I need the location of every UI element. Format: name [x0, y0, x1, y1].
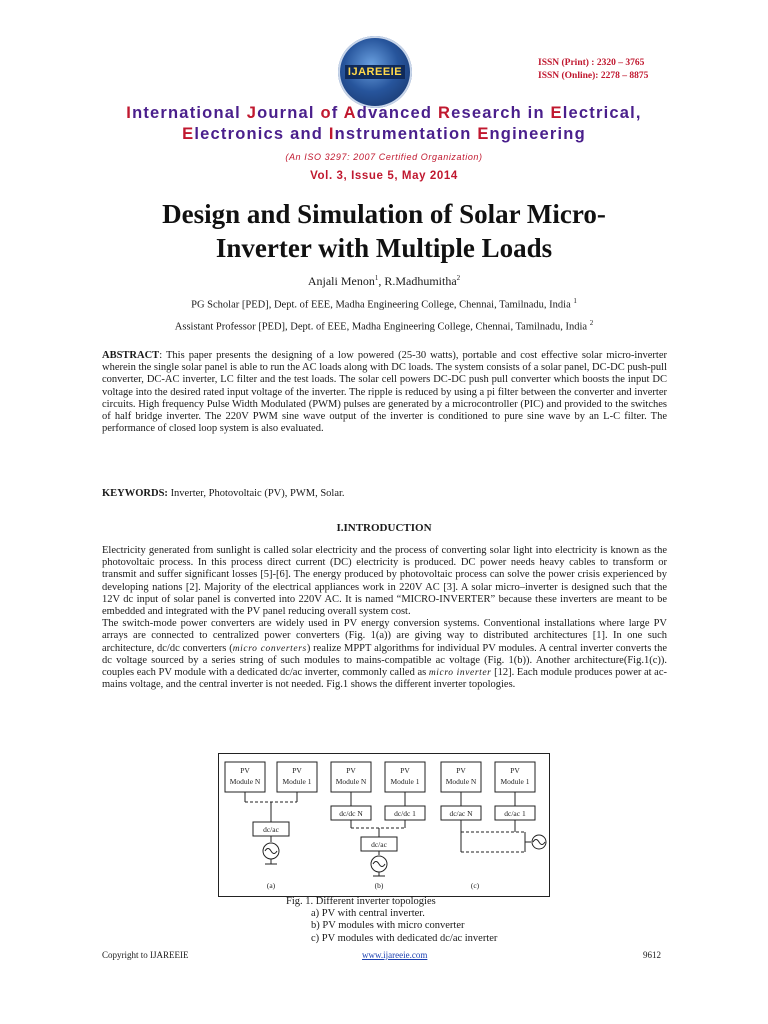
- author-2-sup: 2: [456, 274, 461, 282]
- journal-title-line2-text: Electronics and Instrumentation Engineering: [182, 125, 586, 143]
- figure-inverter-topologies: [218, 753, 550, 897]
- volume-issue: Vol. 3, Issue 5, May 2014: [310, 170, 458, 182]
- paper-title-line2: Inverter with Multiple Loads: [215, 233, 553, 263]
- fig-pv-b-1: PV: [400, 766, 410, 775]
- keywords-label: KEYWORDS:: [102, 488, 168, 499]
- keywords: [102, 488, 667, 500]
- iso-certification: (An ISO 3297: 2007 Certified Organization): [285, 152, 483, 162]
- section-heading: I.INTRODUCTION: [336, 522, 432, 534]
- fig-module-c-1: Module 1: [500, 777, 530, 786]
- fig-dcdc-b-n: dc/dc N: [339, 809, 363, 818]
- paper-title-line1: Design and Simulation of Solar Micro-: [162, 199, 606, 229]
- fig-module-a-n: Module N: [229, 777, 261, 786]
- fig-dcac-c-n: dc/ac N: [449, 809, 473, 818]
- fig-pv-c-1: PV: [510, 766, 520, 775]
- fig-pv-a-1: PV: [292, 766, 302, 775]
- fig-label-a: (a): [266, 881, 276, 890]
- issn-print: ISSN (Print) : 2320 – 3765: [538, 58, 645, 68]
- author-separator: ,: [378, 274, 385, 288]
- journal-title-line1: [0, 104, 768, 123]
- intro-p2-part-c: [12]. Each module produces power at ac-mains voltage, and the central inverter is not needed. Fig.1 shows the different inverter topologies.: [102, 667, 667, 691]
- fig-dcac-c-1: dc/ac 1: [504, 809, 526, 818]
- abstract: [102, 350, 667, 435]
- affiliation-2-text: Assistant Professor [PED], Dept. of EEE, Madha Engineering College, Chennai, Tamilnadu, India: [174, 321, 590, 333]
- journal-logo: [338, 36, 412, 108]
- caption-item-a: a) PV with central inverter.: [311, 908, 425, 920]
- intro-p2-part-b: ) realize MPPT algorithms for individual PV modules. A central inverter converts the dc voltage sourced by a series string of such modules to mains-compatible ac voltage (Fig. 1(b)). Another architecture(Fig.1(c)). couples each PV module with a dedicated dc/ac inverter, commonly called as: [102, 642, 667, 679]
- fig-pv-c-n: PV: [456, 766, 466, 775]
- journal-title-line1-text: International Journal of Advanced Research in Electrical,: [126, 104, 642, 122]
- abstract-label: ABSTRACT: [102, 350, 160, 361]
- fig-dcdc-b-1: dc/dc 1: [394, 809, 416, 818]
- footer-url-link[interactable]: www.ijareeie.com: [362, 950, 428, 960]
- intro-p2-em-micro-converters: micro converters: [232, 643, 307, 654]
- intro-p2-part-a: The switch-mode power converters are widely used in PV energy conversion systems. Conventional installations where large PV arrays are connected to centralized power converters (Fig. 1(a)) are giving way to distributed architectures [1]. In one such architecture, dc/dc converters (: [102, 618, 667, 654]
- issn-online: ISSN (Online): 2278 – 8875: [538, 71, 649, 81]
- affiliation-1-text: PG Scholar [PED], Dept. of EEE, Madha Engineering College, Chennai, Tamilnadu, India: [191, 299, 574, 311]
- fig-module-b-1: Module 1: [390, 777, 420, 786]
- introduction: [102, 545, 667, 691]
- author-1: Anjali Menon: [307, 274, 375, 288]
- authors: [0, 274, 768, 289]
- fig-label-c: (c): [470, 881, 480, 890]
- logo-text: IJAREEIE: [345, 65, 405, 79]
- intro-paragraph-2: [102, 618, 667, 691]
- caption-item-b: b) PV modules with micro converter: [311, 920, 465, 932]
- affiliation-1: [0, 297, 768, 311]
- journal-title-line2: [0, 125, 768, 144]
- author-2: R.Madhumitha: [384, 274, 457, 288]
- abstract-text: : This paper presents the designing of a low powered (25-30 watts), portable and cost effective solar micro-inverter wherein the single solar panel is able to run the AC loads along with DC loads. The system consists of a solar panel, DC-DC push-pull converter, DC-AC inverter, LC filter and the test loads. The solar cell powers DC-DC push pull converter which boosts the input DC voltage into the desired rated input voltage of the inverter. The ripple is reduced by using a pi filter between the converter and inverter circuits. High frequency Pulse Width Modulated (PWM) pulses are generated by a microcontroller (PIC) and provided to the switches of half bridge inverter. The 220V PWM sine wave output of the inverter is conditioned to pure sine wave by an L-C filter. The performance of closed loop system is also evaluated.: [102, 350, 667, 435]
- affiliation-2-sup: 2: [589, 319, 594, 327]
- fig-pv-b-n: PV: [346, 766, 356, 775]
- intro-paragraph-1: Electricity generated from sunlight is called solar electricity and the process of converting solar light into electricity is known as the photovoltaic process. In this process direct current (DC) electricity is produced. DC power needs heavy cables to transform or transmit and suffer significant losses [5]-[6]. The energy produced by photovoltaic process can solve the power crisis experienced by developing nations [2]. Majority of the electrical appliances work in 220V AC [3]. A solar micro–inverter is designed such that the 12V dc input of solar panel is converted into 220V AC. It is named “MICRO-INVERTER” because these inverters are meant to be embedded and integrated with the PV panel reducing overall system cost.: [102, 545, 667, 618]
- keywords-text: Inverter, Photovoltaic (PV), PWM, Solar.: [167, 488, 345, 499]
- fig-pv-a-n: PV: [240, 766, 250, 775]
- fig-label-b: (b): [374, 881, 384, 890]
- fig-module-c-n: Module N: [445, 777, 477, 786]
- footer-copyright: Copyright to IJAREEIE: [102, 950, 189, 960]
- caption-item-c: c) PV modules with dedicated dc/ac inverter: [311, 932, 498, 944]
- figure-caption: [286, 896, 497, 945]
- caption-title: Fig. 1. Different inverter topologies: [286, 896, 436, 907]
- fig-module-b-n: Module N: [335, 777, 367, 786]
- fig-dcac-a: dc/ac: [263, 825, 279, 834]
- topology-diagram: [219, 754, 549, 896]
- intro-p2-em-micro-inverter: micro inverter: [428, 668, 492, 679]
- footer-page-number: 9612: [643, 950, 661, 960]
- affiliation-2: [0, 319, 768, 333]
- fig-module-a-1: Module 1: [282, 777, 312, 786]
- author-1-sup: 1: [374, 274, 379, 282]
- fig-dcac-b: dc/ac: [371, 840, 387, 849]
- affiliation-1-sup: 1: [573, 297, 577, 305]
